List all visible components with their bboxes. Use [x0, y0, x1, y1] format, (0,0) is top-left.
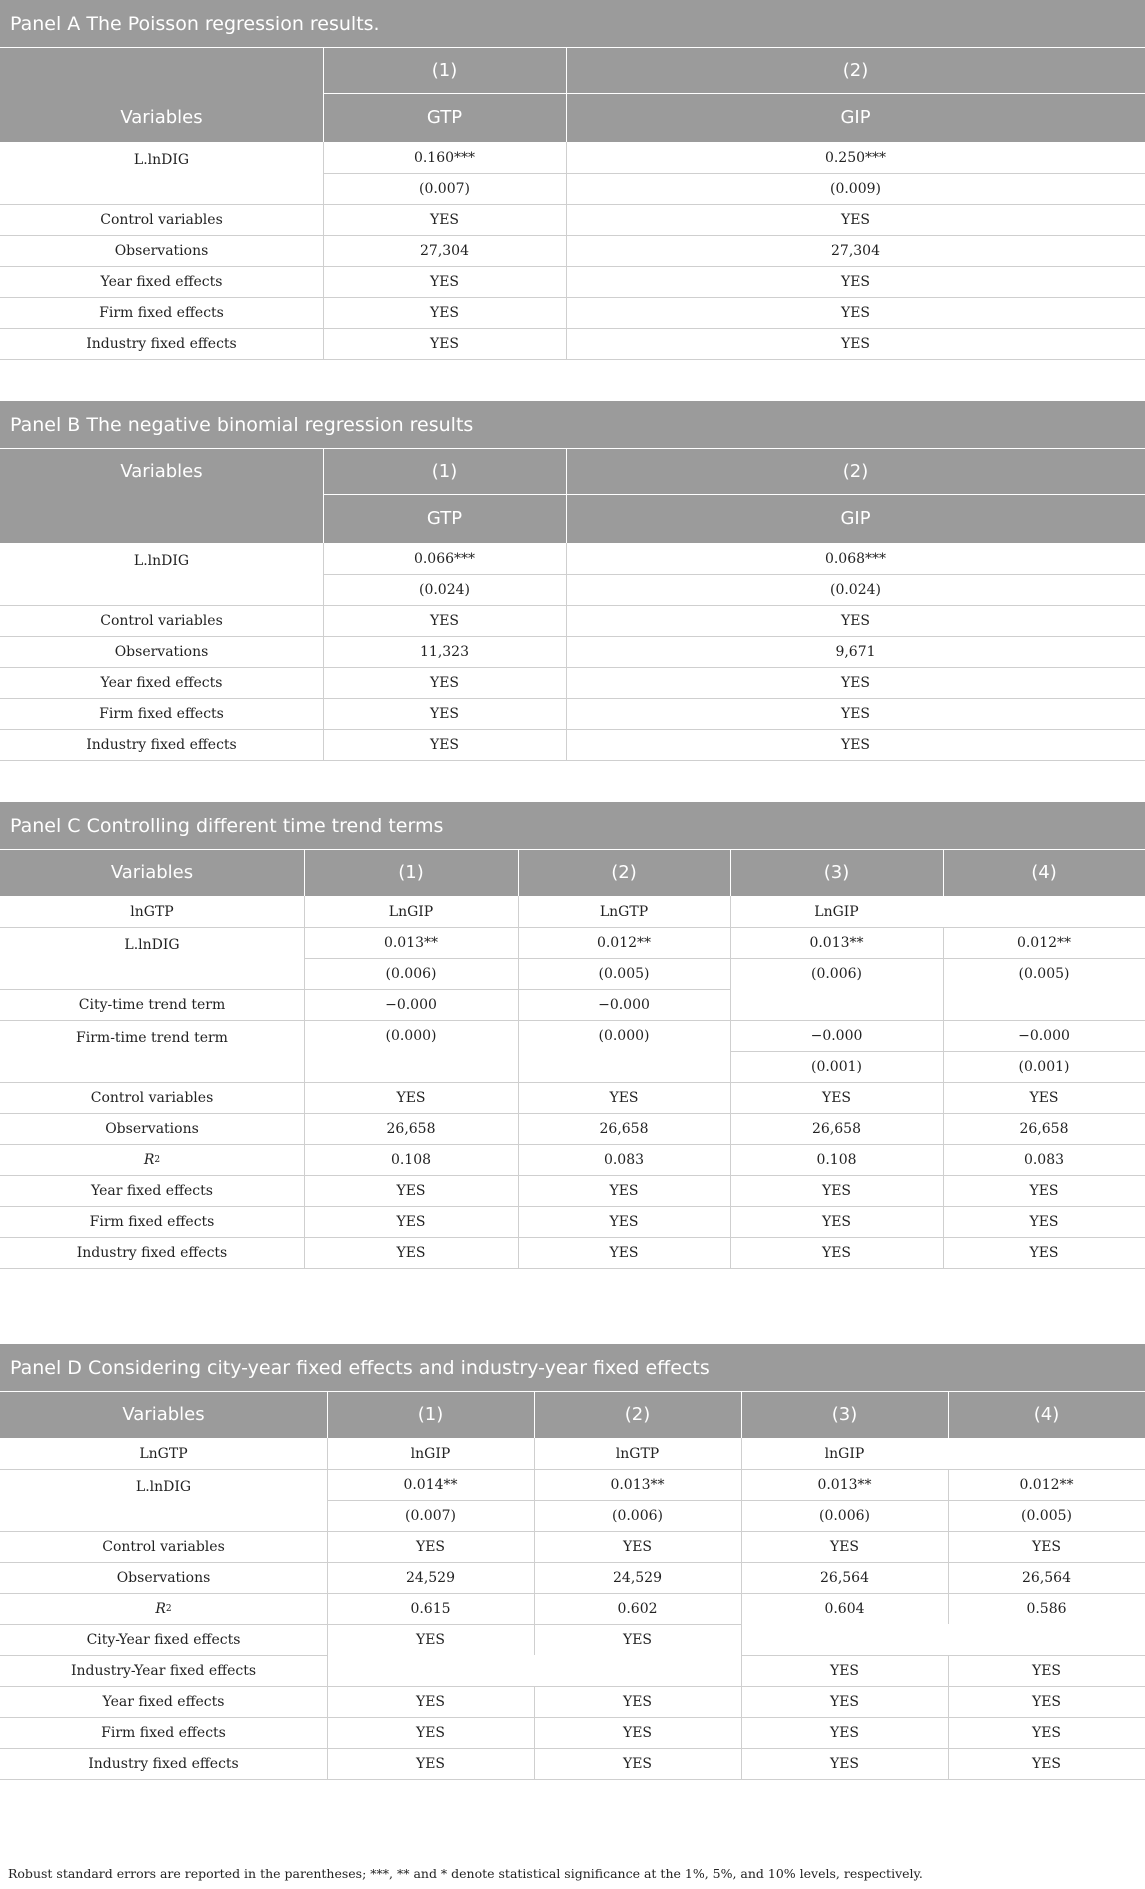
column-divider	[534, 1686, 535, 1717]
value-cell: YES	[396, 1089, 426, 1106]
value-cell: YES	[821, 1244, 852, 1261]
col-name: GTP	[323, 495, 566, 543]
column-divider	[943, 1144, 944, 1175]
value-cell: 0.615	[410, 1600, 451, 1617]
value-cell: YES	[609, 1244, 639, 1261]
value-cell: 0.013**	[383, 934, 439, 951]
column-divider	[304, 1237, 305, 1268]
value-cell: YES	[829, 1538, 860, 1555]
row-label: Industry fixed effects	[86, 335, 237, 352]
row-label: Industry fixed effects	[76, 1244, 228, 1261]
value-cell: YES	[622, 1693, 653, 1710]
value-cell: YES	[1029, 1182, 1059, 1199]
value-cell: 26,564	[1022, 1569, 1071, 1586]
column-divider	[948, 1748, 949, 1779]
value-cell: 0.013**	[610, 1476, 665, 1493]
value-cell: 24,529	[406, 1569, 455, 1586]
value-cell: YES	[429, 674, 460, 691]
value-cell: YES	[829, 1755, 860, 1772]
col-num: (2)	[518, 850, 730, 896]
column-divider	[730, 896, 731, 1082]
row-divider	[0, 359, 1145, 360]
value-cell: (0.005)	[598, 965, 650, 982]
value-cell: YES	[415, 1724, 446, 1741]
column-divider	[730, 1206, 731, 1237]
col-num: (3)	[730, 850, 943, 896]
value-cell: YES	[1031, 1693, 1062, 1710]
value-cell: (0.005)	[1018, 965, 1070, 982]
value-cell: 26,658	[812, 1120, 861, 1137]
column-divider	[518, 1113, 519, 1144]
row-label: Industry-Year fixed effects	[70, 1662, 257, 1679]
value-cell: 0.013**	[809, 934, 864, 951]
column-divider	[943, 1082, 944, 1113]
value-cell: YES	[396, 1213, 426, 1230]
header-column-divider	[948, 1392, 949, 1438]
column-divider	[730, 1144, 731, 1175]
value-cell: 0.013**	[817, 1476, 872, 1493]
col-num: (3)	[741, 1392, 948, 1438]
value-cell: (0.001)	[1018, 1058, 1070, 1075]
row-label: Firm fixed effects	[99, 705, 224, 722]
value-cell: 27,304	[831, 242, 880, 259]
value-cell: 0.012**	[1019, 1476, 1074, 1493]
value-cell: 0.160***	[413, 149, 476, 166]
row-label: Observations	[116, 1569, 211, 1586]
header-column-divider	[518, 850, 519, 896]
column-divider	[518, 1144, 519, 1175]
col-num: (4)	[948, 1392, 1145, 1438]
column-divider	[304, 1206, 305, 1237]
value-cell: 0.014**	[403, 1476, 458, 1493]
panel-c-title: Panel C Controlling different time trend terms	[0, 802, 1145, 850]
value-cell: 11,323	[420, 643, 469, 660]
value-cell: 0.586	[1026, 1600, 1067, 1617]
value-cell: YES	[396, 1182, 426, 1199]
dep-var-cell: LnGTP	[599, 903, 649, 920]
column-divider	[304, 1144, 305, 1175]
value-cell: YES	[429, 612, 460, 629]
column-divider	[948, 1469, 949, 1624]
value-cell: 0.012**	[1016, 934, 1072, 951]
dep-var-cell: LnGIP	[388, 903, 434, 920]
value-cell: 0.083	[1023, 1151, 1065, 1168]
variables-header: Variables	[0, 850, 304, 896]
value-cell: 0.250***	[824, 149, 887, 166]
value-cell: YES	[829, 1662, 860, 1679]
column-divider	[304, 896, 305, 1082]
row-label: Year fixed effects	[100, 674, 223, 691]
value-cell: (0.006)	[611, 1507, 663, 1524]
value-cell: (0.009)	[829, 180, 881, 197]
column-divider	[304, 1175, 305, 1206]
value-cell: 26,658	[386, 1120, 436, 1137]
value-cell: 0.602	[617, 1600, 658, 1617]
column-divider	[741, 1748, 742, 1779]
r-squared-sup: 2	[165, 1603, 172, 1614]
header-divider	[323, 93, 1145, 94]
row-divider	[948, 1469, 1145, 1470]
column-divider	[566, 543, 567, 760]
value-cell: YES	[622, 1724, 653, 1741]
value-cell: YES	[429, 304, 460, 321]
value-cell: YES	[429, 736, 460, 753]
value-cell: 0.012**	[596, 934, 652, 951]
col-num: (1)	[304, 850, 518, 896]
col-num: (4)	[943, 850, 1145, 896]
row-label: Industry fixed effects	[88, 1755, 239, 1772]
value-cell: (0.007)	[418, 180, 470, 197]
value-cell: YES	[622, 1538, 653, 1555]
value-cell: YES	[1029, 1089, 1059, 1106]
value-cell: YES	[415, 1538, 446, 1555]
header-column-divider	[566, 48, 567, 142]
value-cell: (0.006)	[810, 965, 862, 982]
header-column-divider	[304, 850, 305, 896]
col-num: (2)	[566, 48, 1145, 94]
variables-header: Variables	[0, 94, 323, 142]
column-divider	[323, 142, 324, 359]
value-cell: −0.000	[385, 996, 437, 1013]
value-cell: YES	[429, 273, 460, 290]
row-label: Industry fixed effects	[86, 736, 237, 753]
value-cell: (0.024)	[418, 581, 470, 598]
row-label: Year fixed effects	[102, 1693, 225, 1710]
column-divider	[943, 1113, 944, 1144]
value-cell: YES	[1031, 1755, 1062, 1772]
header-column-divider	[730, 850, 731, 896]
column-divider	[741, 1686, 742, 1717]
row-divider	[0, 1268, 1145, 1269]
header-divider	[323, 494, 1145, 495]
value-cell: 27,304	[420, 242, 469, 259]
value-cell: 26,564	[820, 1569, 869, 1586]
r-squared-label: R	[143, 1151, 155, 1168]
value-cell: 26,658	[599, 1120, 649, 1137]
value-cell: YES	[609, 1213, 639, 1230]
r-squared-sup: 2	[154, 1154, 161, 1165]
panel-b-title: Panel B The negative binomial regression results	[0, 401, 1145, 449]
value-cell: 26,658	[1019, 1120, 1069, 1137]
value-cell: (0.006)	[385, 965, 437, 982]
value-cell: YES	[415, 1755, 446, 1772]
value-cell: YES	[1029, 1213, 1059, 1230]
column-divider	[566, 142, 567, 359]
row-label: Observations	[114, 242, 209, 259]
row-label: Firm fixed effects	[101, 1724, 226, 1741]
dep-var-cell: lnGIP	[824, 1445, 865, 1462]
value-cell: YES	[821, 1213, 852, 1230]
value-cell: YES	[609, 1089, 639, 1106]
value-cell: YES	[840, 273, 871, 290]
column-divider	[943, 1206, 944, 1237]
value-cell: YES	[622, 1631, 653, 1648]
value-cell: (0.007)	[404, 1507, 456, 1524]
column-divider	[741, 1438, 742, 1686]
column-divider	[943, 1175, 944, 1206]
row-label: Year fixed effects	[91, 1182, 213, 1199]
column-divider	[741, 1717, 742, 1748]
value-cell: YES	[829, 1693, 860, 1710]
value-cell: YES	[829, 1724, 860, 1741]
col-num: (2)	[534, 1392, 741, 1438]
column-divider	[534, 1438, 535, 1655]
value-cell: 9,671	[835, 643, 876, 660]
column-divider	[518, 1237, 519, 1268]
value-cell: YES	[821, 1182, 852, 1199]
panel-d-title: Panel D Considering city-year fixed effects and industry-year fixed effects	[0, 1344, 1145, 1392]
column-divider	[304, 1082, 305, 1113]
column-divider	[730, 1175, 731, 1206]
row-label: Year fixed effects	[100, 273, 223, 290]
value-cell: YES	[415, 1631, 446, 1648]
variables-header: Variables	[0, 1392, 327, 1438]
header-column-divider	[943, 850, 944, 896]
value-cell: YES	[415, 1693, 446, 1710]
value-cell: YES	[840, 304, 871, 321]
value-cell: 0.068***	[824, 550, 887, 567]
col-name: GIP	[566, 495, 1145, 543]
value-cell: YES	[1031, 1724, 1062, 1741]
value-cell: YES	[840, 674, 871, 691]
row-label: Firm-time trend term	[76, 1030, 228, 1046]
value-cell: YES	[429, 705, 460, 722]
value-cell: (0.006)	[818, 1507, 870, 1524]
column-divider	[948, 1717, 949, 1748]
value-cell: 0.604	[824, 1600, 865, 1617]
value-cell: YES	[840, 736, 871, 753]
value-cell: YES	[821, 1089, 852, 1106]
column-divider	[518, 896, 519, 1082]
value-cell: YES	[840, 335, 871, 352]
value-cell: (0.001)	[810, 1058, 862, 1075]
variables-header: Variables	[0, 449, 323, 495]
value-cell: YES	[429, 211, 460, 228]
value-cell: 0.083	[603, 1151, 645, 1168]
value-cell: YES	[622, 1755, 653, 1772]
row-label: Control variables	[100, 612, 223, 629]
header-column-divider	[323, 449, 324, 543]
value-cell: −0.000	[810, 1027, 863, 1044]
value-cell: YES	[1031, 1538, 1062, 1555]
column-divider	[730, 1082, 731, 1113]
row-label: Control variables	[102, 1538, 225, 1555]
column-divider	[304, 1113, 305, 1144]
row-label: Firm fixed effects	[89, 1213, 215, 1230]
value-cell: YES	[1031, 1662, 1062, 1679]
value-cell: YES	[840, 211, 871, 228]
col-num: (1)	[323, 449, 566, 495]
value-cell: 0.108	[390, 1151, 432, 1168]
row-label: City-time trend term	[78, 996, 226, 1013]
dep-var-cell: lnGTP	[130, 903, 174, 920]
column-divider	[943, 1237, 944, 1268]
dep-var-cell: lnGIP	[410, 1445, 451, 1462]
column-divider	[327, 1717, 328, 1748]
column-divider	[518, 1206, 519, 1237]
value-cell: YES	[1029, 1244, 1059, 1261]
row-label: L.lnDIG	[124, 937, 180, 953]
header-column-divider	[741, 1392, 742, 1438]
column-divider	[518, 1175, 519, 1206]
value-cell: 0.066***	[413, 550, 476, 567]
value-cell: (0.000)	[385, 1027, 437, 1044]
value-cell: −0.000	[1018, 1027, 1070, 1044]
r-squared-label: R	[155, 1600, 166, 1617]
column-divider	[943, 927, 944, 1082]
col-num: (1)	[323, 48, 566, 94]
column-divider	[534, 1717, 535, 1748]
value-cell: (0.000)	[598, 1027, 650, 1044]
row-label: Observations	[105, 1120, 199, 1137]
row-label: Observations	[114, 643, 209, 660]
column-divider	[323, 543, 324, 760]
row-label: L.lnDIG	[135, 1479, 192, 1495]
column-divider	[948, 1686, 949, 1717]
column-divider	[327, 1748, 328, 1779]
dep-var-cell: LnGIP	[814, 903, 859, 920]
col-num: (2)	[566, 449, 1145, 495]
header-column-divider	[566, 449, 567, 543]
row-divider	[943, 927, 1145, 928]
column-divider	[518, 1082, 519, 1113]
row-label	[0, 1593, 327, 1624]
column-divider	[948, 1655, 949, 1686]
col-name: GTP	[323, 94, 566, 142]
header-column-divider	[323, 48, 324, 142]
col-num: (1)	[327, 1392, 534, 1438]
value-cell: YES	[609, 1182, 639, 1199]
dep-var-cell: lnGTP	[615, 1445, 660, 1462]
value-cell: 24,529	[613, 1569, 662, 1586]
row-label: Control variables	[100, 211, 223, 228]
value-cell: YES	[396, 1244, 426, 1261]
row-label: L.lnDIG	[133, 152, 190, 168]
value-cell: YES	[840, 612, 871, 629]
table-footnote: Robust standard errors are reported in the parentheses; ***, ** and * denote statistical significance at the 1%, 5%, and 10% levels, respectively.	[8, 1866, 923, 1881]
row-label: L.lnDIG	[133, 553, 190, 569]
value-cell: YES	[429, 335, 460, 352]
column-divider	[534, 1748, 535, 1779]
dep-var-cell: LnGTP	[139, 1445, 188, 1462]
row-divider	[0, 1779, 1145, 1780]
column-divider	[327, 1438, 328, 1686]
value-cell: 0.108	[816, 1151, 857, 1168]
row-divider	[0, 760, 1145, 761]
col-name: GIP	[566, 94, 1145, 142]
value-cell: −0.000	[598, 996, 650, 1013]
column-divider	[730, 1113, 731, 1144]
value-cell: (0.005)	[1020, 1507, 1072, 1524]
header-column-divider	[534, 1392, 535, 1438]
row-label: Firm fixed effects	[99, 304, 224, 321]
row-label	[0, 1144, 304, 1175]
value-cell: YES	[840, 705, 871, 722]
header-column-divider	[327, 1392, 328, 1438]
row-label: Control variables	[90, 1089, 214, 1106]
row-label: City-Year fixed effects	[86, 1631, 241, 1648]
panel-a-title: Panel A The Poisson regression results.	[0, 0, 1145, 48]
column-divider	[327, 1686, 328, 1717]
column-divider	[730, 1237, 731, 1268]
value-cell: (0.024)	[829, 581, 881, 598]
